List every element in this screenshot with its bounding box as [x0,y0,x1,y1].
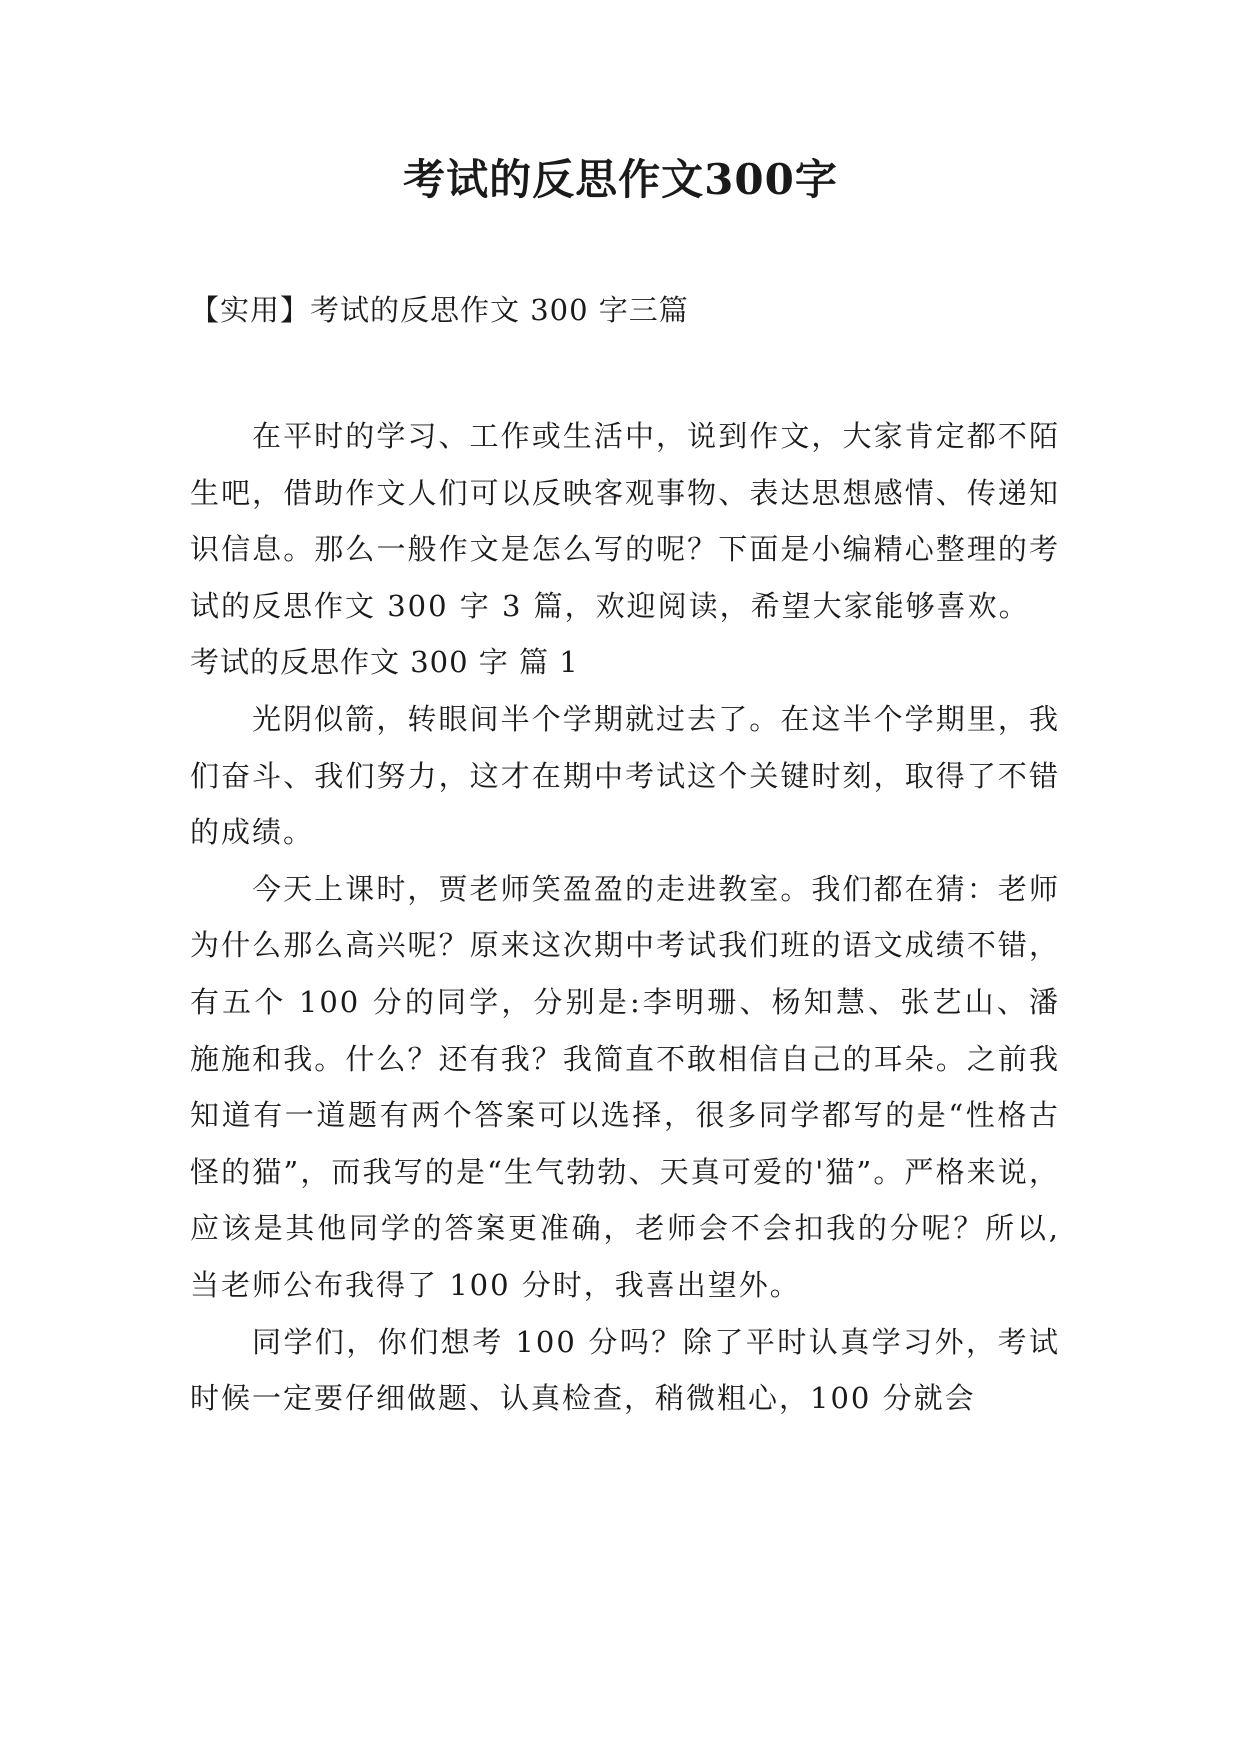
body-paragraph: 光阴似箭，转眼间半个学期就过去了。在这半个学期里，我们奋斗、我们努力，这才在期中考试这个关键时刻，取得了不错的成绩。 [190,701,1060,850]
body-paragraph: 同学们，你们想考 100 分吗？除了平时认真学习外，考试时候一定要仔细做题、认真检查，稍微粗心，100 分就会 [190,1324,1060,1416]
section-heading: 考试的反思作文 300 字 篇 1 [190,645,579,680]
body-paragraph: 今天上课时，贾老师笑盈盈的走进教室。我们都在猜：老师为什么那么高兴呢？原来这次期中考试我们班的语文成绩不错，有五个 100 分的同学，分别是:李明珊、杨知慧、张艺山、潘施施和我。什么？还有我？我简直不敢相信自己的耳朵。之前我知道有一道题有两个答案可以选择，很多同学都写的是“性格古怪的猫”，而我写的是“生气勃勃、天真可爱的'猫”。严格来说，应该是其他同学的答案更准确，老师会不会扣我的分呢？所以,当老师公布我得了 100 分时，我喜出望外。 [190,871,1060,1302]
document-title: 考试的反思作文300字 [403,155,838,204]
intro-paragraph: 在平时的学习、工作或生活中，说到作文，大家肯定都不陌生吧，借助作文人们可以反映客观事物、表达思想感情、传递知识信息。那么一般作文是怎么写的呢？下面是小编精心整理的考试的反思作文 300 字 3 篇，欢迎阅读，希望大家能够喜欢。 [190,419,1060,623]
document-subtitle: 【实用】考试的反思作文 300 字三篇 [190,293,689,327]
document-body [190,408,1060,1427]
